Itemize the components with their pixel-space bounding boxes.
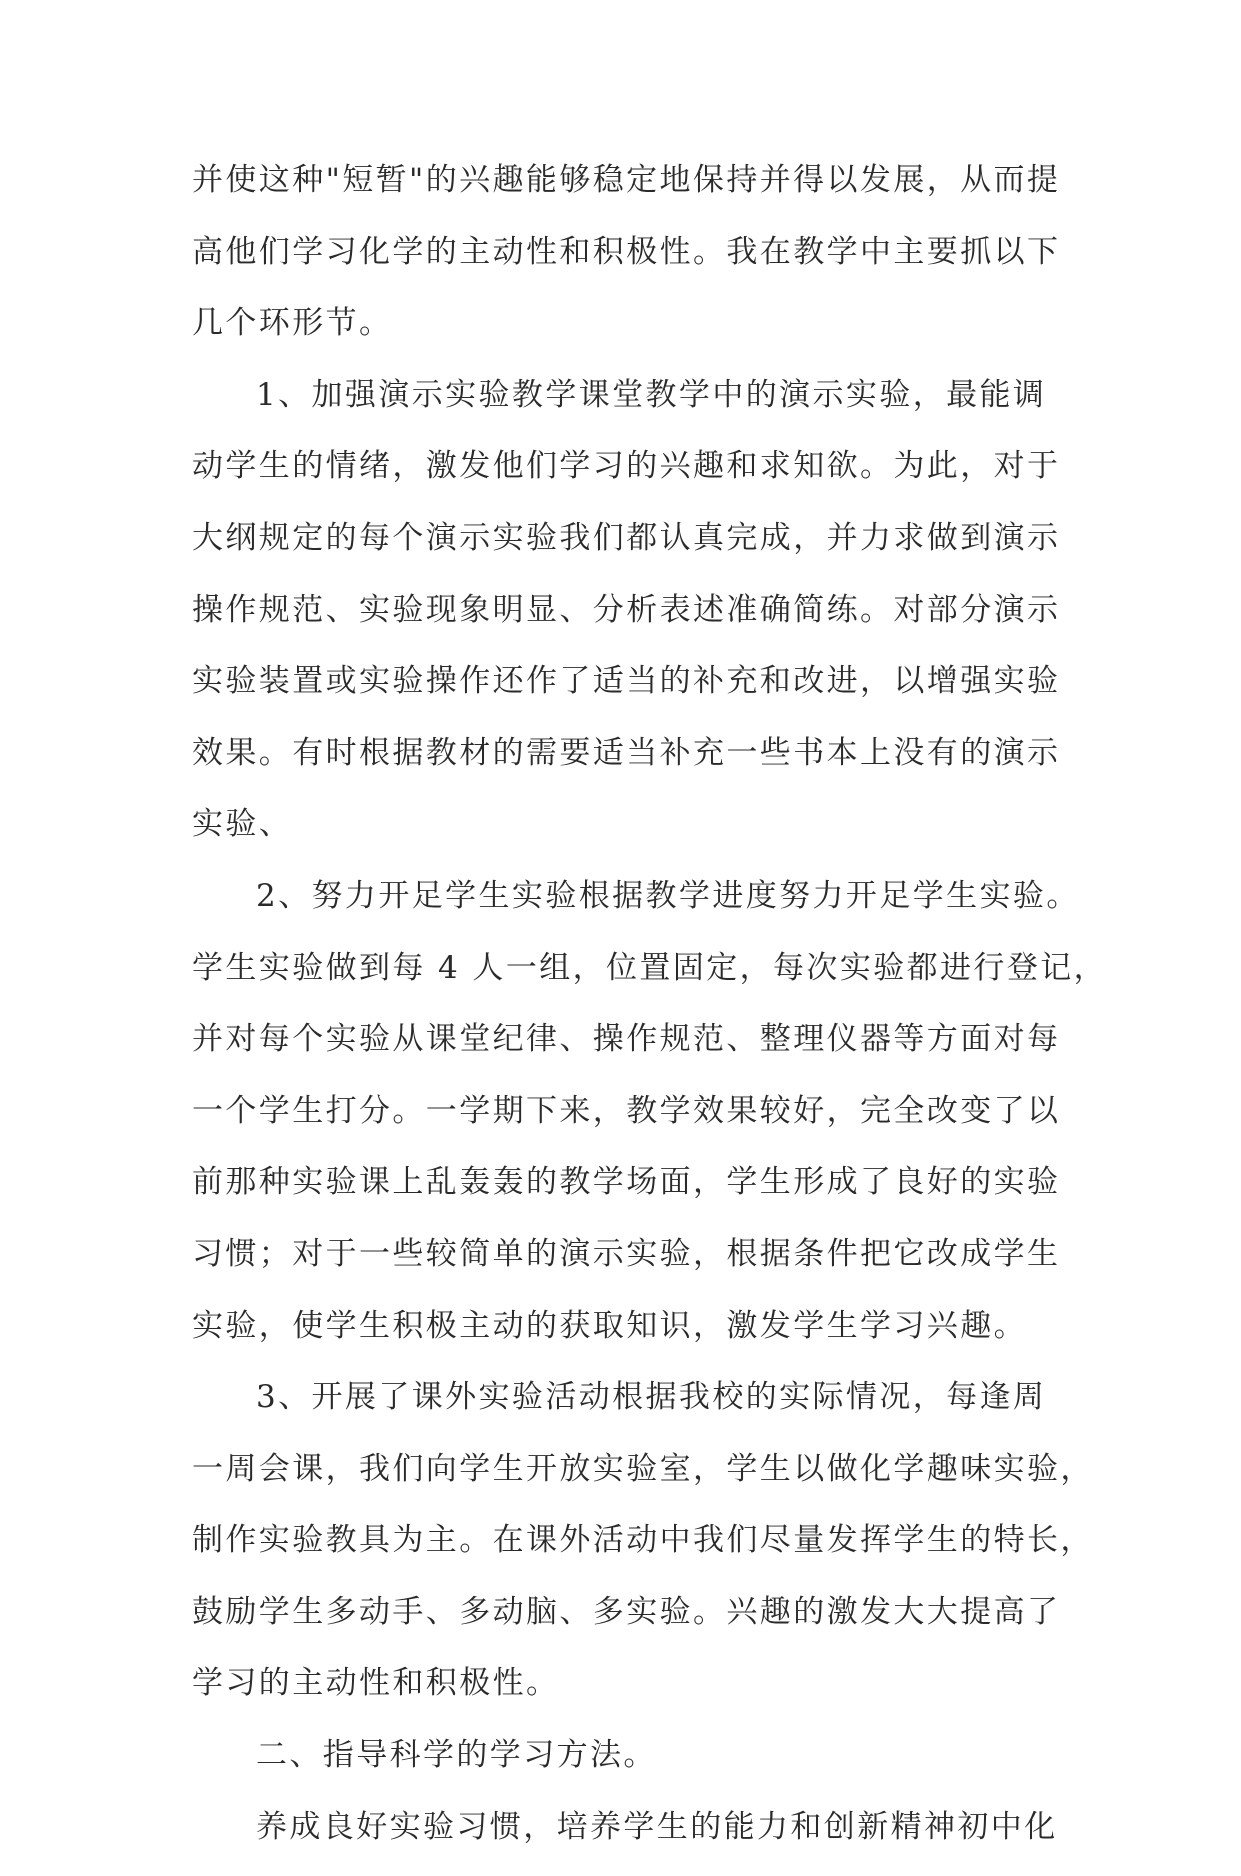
text-line: 效果。有时根据教材的需要适当补充一些书本上没有的演示 [192,734,1061,771]
text-line: 3、开展了课外实验活动根据我校的实际情况，每逢周 [256,1379,1047,1416]
text-line: 学习的主动性和积极性。 [192,1665,560,1702]
text-line: 高他们学习化学的主动性和积极性。我在教学中主要抓以下 [192,233,1061,270]
text-line: 一周会课，我们向学生开放实验室，学生以做化学趣味实验， [192,1450,1094,1487]
text-line: 前那种实验课上乱轰轰的教学场面，学生形成了良好的实验 [192,1164,1061,1201]
text-line: 操作规范、实验现象明显、分析表述准确简练。对部分演示 [192,591,1061,628]
text-line: 并对每个实验从课堂纪律、操作规范、整理仪器等方面对每 [192,1021,1061,1058]
text-line: 实验，使学生积极主动的获取知识，激发学生学习兴趣。 [192,1307,1027,1344]
text-line: 学生实验做到每 4 人一组，位置固定，每次实验都进行登记， [192,949,1108,986]
text-line: 制作实验教具为主。在课外活动中我们尽量发挥学生的特长， [192,1522,1094,1559]
text-line: 大纲规定的每个演示实验我们都认真完成，并力求做到演示 [192,519,1061,556]
text-line: 二、指导科学的学习方法。 [256,1737,657,1774]
text-line: 并使这种"短暂"的兴趣能够稳定地保持并得以发展，从而提 [192,162,1061,198]
text-line: 几个环形节。 [192,305,393,342]
text-line: 实验、 [192,806,293,843]
text-line: 养成良好实验习惯，培养学生的能力和创新精神初中化 [256,1808,1058,1845]
text-line: 鼓励学生多动手、多动脑、多实验。兴趣的激发大大提高了 [192,1593,1061,1630]
text-line: 动学生的情绪，激发他们学习的兴趣和求知欲。为此，对于 [192,448,1061,485]
text-line: 2、努力开足学生实验根据教学进度努力开足学生实验。 [256,877,1080,914]
text-line: 1、加强演示实验教学课堂教学中的演示实验，最能调 [256,376,1047,413]
document-body [192,158,1108,1876]
text-line: 习惯；对于一些较简单的演示实验，根据条件把它改成学生 [192,1235,1061,1272]
text-line: 一个学生打分。一学期下来，教学效果较好，完全改变了以 [192,1092,1061,1129]
text-line: 实验装置或实验操作还作了适当的补充和改进，以增强实验 [192,663,1061,700]
